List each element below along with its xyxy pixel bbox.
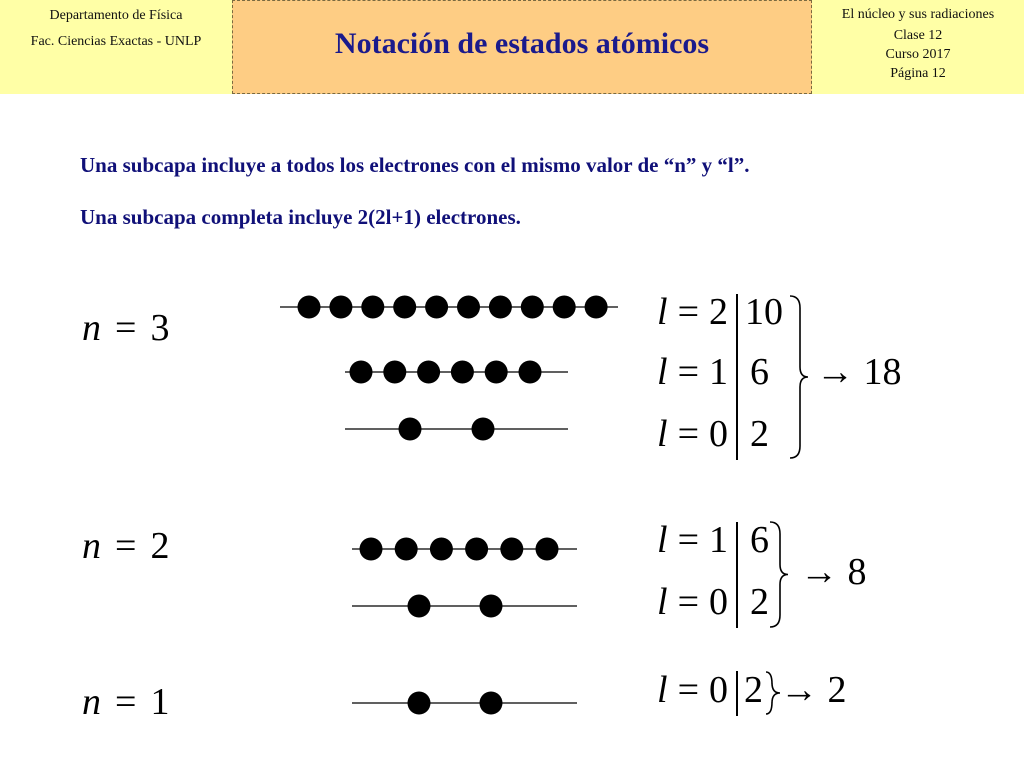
electron-count-n2-l0: 2 [750,581,769,623]
equals-sign: = [677,519,699,561]
equals-sign: = [115,307,137,349]
n-value: 1 [150,681,170,723]
electron-dot [430,538,453,561]
electron-dot [500,538,523,561]
electron-dot [536,538,559,561]
total-value: 8 [847,551,867,593]
electron-dot [393,296,416,319]
intro-line-2: Una subcapa completa incluye 2(2l+1) electrones. [80,205,521,229]
year-label: Curso 2017 [885,47,951,62]
electron-count-n1-l0: 2 [744,669,763,711]
course-name-label: El núcleo y sus radiaciones [841,7,995,22]
electron-dot [350,361,373,384]
page-number-label: Página 12 [890,66,946,81]
l-symbol: l [657,291,668,333]
total-value: 2 [827,669,847,711]
department-label: Departamento de Física [49,8,183,23]
subshell-n1-l0 [657,668,728,712]
subshell-n3-l0 [657,412,728,456]
brace-n2 [770,522,788,627]
electron-dot [360,538,383,561]
l-value: 1 [709,351,728,393]
electron-dot [585,296,608,319]
equals-sign: = [115,525,137,567]
electron-dot [489,296,512,319]
n-value: 3 [150,307,170,349]
subshell-n2-l1 [657,518,728,562]
intro-line-1: Una subcapa incluye a todos los electrones con el mismo valor de “n” y “l”. [80,153,750,177]
arrow-icon: → [800,551,838,593]
shell-total-n2 [800,550,867,594]
electron-dot [472,418,495,441]
l-symbol: l [657,519,668,561]
faculty-label: Fac. Ciencias Exactas - UNLP [30,34,202,49]
electron-dot [480,692,503,715]
electron-dot [329,296,352,319]
page-title: Notación de estados atómicos [334,27,710,60]
electron-dot [417,361,440,384]
electron-dot [298,296,321,319]
n-symbol: n [82,681,101,723]
electron-dot [399,418,422,441]
subshell-n3-l1 [657,350,728,394]
brace-n1 [766,672,780,714]
l-value: 0 [709,581,728,623]
electron-dot [480,595,503,618]
l-value: 1 [709,519,728,561]
electron-dot [519,361,542,384]
total-value: 18 [863,351,902,393]
class-label: Clase 12 [893,28,943,43]
l-symbol: l [657,581,668,623]
subshell-n3-l2 [657,290,728,334]
l-symbol: l [657,351,668,393]
electron-count-n2-l1: 6 [750,519,769,561]
l-value: 2 [709,291,728,333]
n-value: 2 [150,525,170,567]
equals-sign: = [115,681,137,723]
electron-dot [425,296,448,319]
equals-sign: = [677,413,699,455]
arrow-icon: → [780,669,818,711]
equals-sign: = [677,669,699,711]
l-symbol: l [657,413,668,455]
shell-total-n1 [780,668,847,712]
electron-dot [457,296,480,319]
brace-n3 [790,296,808,458]
electron-count-n3-l2: 10 [745,291,783,333]
arrow-icon: → [816,351,854,393]
electron-dot [465,538,488,561]
electron-dot [521,296,544,319]
electron-count-n3-l1: 6 [750,351,769,393]
electron-dot [485,361,508,384]
electron-dot [383,361,406,384]
electron-count-n3-l0: 2 [750,413,769,455]
electron-dot [361,296,384,319]
electron-dot [408,595,431,618]
l-value: 0 [709,669,728,711]
equals-sign: = [677,581,699,623]
electron-dot [553,296,576,319]
electron-dot [395,538,418,561]
subshell-n2-l0 [657,580,728,624]
l-value: 0 [709,413,728,455]
shell-total-n3 [816,350,902,394]
equals-sign: = [677,351,699,393]
l-symbol: l [657,669,668,711]
n-symbol: n [82,307,101,349]
electron-dot [408,692,431,715]
electron-dot [451,361,474,384]
equals-sign: = [677,291,699,333]
n-symbol: n [82,525,101,567]
